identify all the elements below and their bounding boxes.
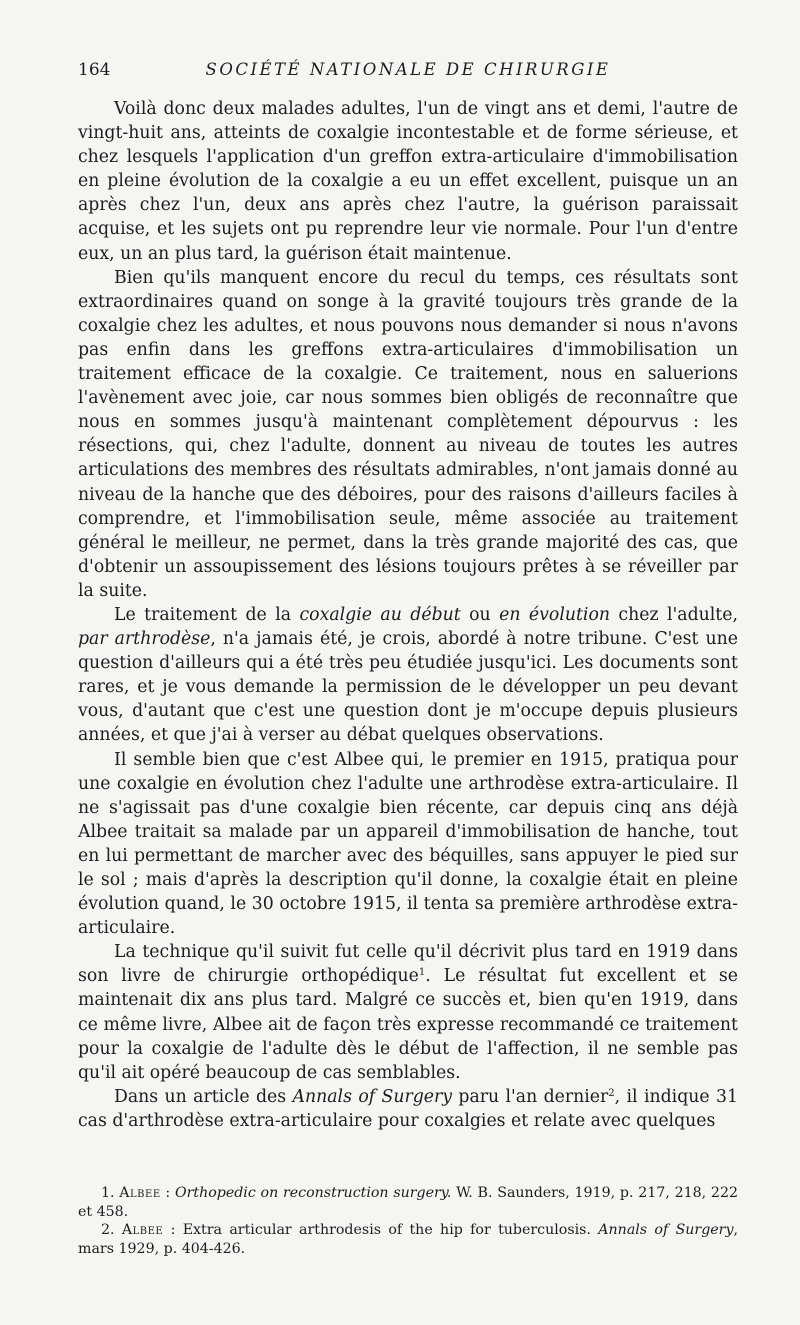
footnote-number: 1. [101,1185,120,1201]
paragraph: Il semble bien que c'est Albee qui, le premier en 1915, pratiqua pour une coxalgie en évolution chez l'adulte une arthrodèse extra-articulaire. Il ne s'agissait pas d'une coxalgie bien récente, car depuis cinq ans déjà Albee traitait sa malade par un appareil d'immobilisation de hanche, tout en lui permettant de marcher avec des béquilles, sans appuyer le pied sur le sol ; mais d'après la description qu'il donne, la coxalgie était en pleine évolution quand, le 30 octobre 1915, il tenta sa première arthrodèse extra-articulaire. [78,749,738,939]
paragraph [78,940,738,1085]
page-number: 164 [78,60,111,80]
footnote-ref[interactable]: 1 [418,967,426,979]
body-text [78,97,738,1133]
paragraph: Bien qu'ils manquent encore du recul du temps, ces résultats sont extraordinaires quand on songe à la gravité toujours très grande de la coxalgie chez les adultes, et nous pouvons nous demander si nous n'avons pas enfin dans les greffons extra-articulaires d'immobilisation un traitement efficace de la coxalgie. Ce traitement, nous en saluerions l'avènement avec joie, car nous sommes bien obligés de reconnaître que nous en sommes jusqu'à maintenant complètement dépourvus : les résections, qui, chez l'adulte, donnent au niveau de toutes les autres articulations des membres des résultats admirables, n'ont jamais donné au niveau de la hanche que des déboires, pour des raisons d'ailleurs faciles à comprendre, et l'immobilisation seule, même associée au traitement général le meilleur, ne permet, dans la très grande majorité des cas, que d'obtenir un assoupissement des lésions toujours prêtes à se réveiller par la suite. [78,267,738,601]
text-run: : [160,1185,175,1201]
italic-phrase: en évolution [499,604,610,625]
text-run: : [163,1222,183,1239]
text-run: , mars 1929, p. 404-426. [78,1222,738,1257]
journal-title: Annals of Surgery [292,1086,453,1107]
footnote-ref[interactable]: 2 [608,1087,615,1099]
text-run: W. B. Saunders, 1919, p. 217, 218, 222 et 458. [78,1185,739,1220]
footnote-number: 2. [101,1222,122,1239]
running-title: SOCIÉTÉ NATIONALE DE CHIRURGIE [205,60,611,79]
book-title: Orthopedic on reconstruction surgery. [174,1185,452,1201]
paragraph [78,1085,738,1133]
italic-phrase: coxalgie au début [299,604,461,625]
footnote-author: Albee [121,1222,164,1239]
footnote [78,1184,738,1221]
paragraph [78,603,738,748]
text-run: . Le résultat fut excellent et se maintenait dix ans plus tard. Malgré ce succès et, bien qu'en 1919, dans ce même livre, Albee ait de façon très expresse recommandé ce traitement pour la coxalgie de l'adulte dès le début de l'affection, il ne semble pas qu'il ait opéré beaucoup de cas semblables. [78,966,738,1083]
page-header [78,60,738,86]
text-run: , il indique 31 cas d'arthrodèse extra-articulaire pour coxalgies et relate avec quelques [78,1086,738,1131]
text-run: Le traitement de la [114,604,300,625]
text-run: paru l'an dernier [452,1086,609,1107]
footnote [78,1221,738,1258]
article-title: Extra articular arthrodesis of the hip for tuberculosis. [182,1222,599,1239]
text-run: Dans un article des [114,1086,293,1107]
text-run: ou [460,604,500,625]
text-run: La technique qu'il suivit fut celle qu'il décrivit plus tard en 1919 dans son livre de chirurgie orthopédique [78,942,738,987]
paragraph: Voilà donc deux malades adultes, l'un de vingt ans et demi, l'autre de vingt-huit ans, atteints de coxalgie incontestable et de forme sérieuse, et chez lesquels l'application d'un greffon extra-articulaire d'immobilisation en pleine évolution de la coxalgie a eu un effet excellent, puisque un an après chez l'un, deux ans après chez l'autre, la guérison paraissait acquise, et les sujets ont pu reprendre leur vie normale. Pour l'un d'entre eux, un an plus tard, la guérison était maintenue. [78,99,738,264]
text-run: , n'a jamais été, je crois, abordé à notre tribune. C'est une question d'ailleurs qui a été très peu étudiée jusqu'ici. Les documents sont rares, et je vous demande la permission de le développer un peu devant vous, d'autant que c'est une question dont je m'occupe depuis plusieurs années, et que j'ai à verser au débat quelques observations. [78,629,738,746]
italic-phrase: par arthrodèse [78,629,211,650]
footnotes [78,1184,738,1258]
footnote-author: Albee [119,1185,161,1201]
text-run: chez l'adulte, [609,604,738,625]
journal-title: Annals of Surgery [598,1222,734,1239]
